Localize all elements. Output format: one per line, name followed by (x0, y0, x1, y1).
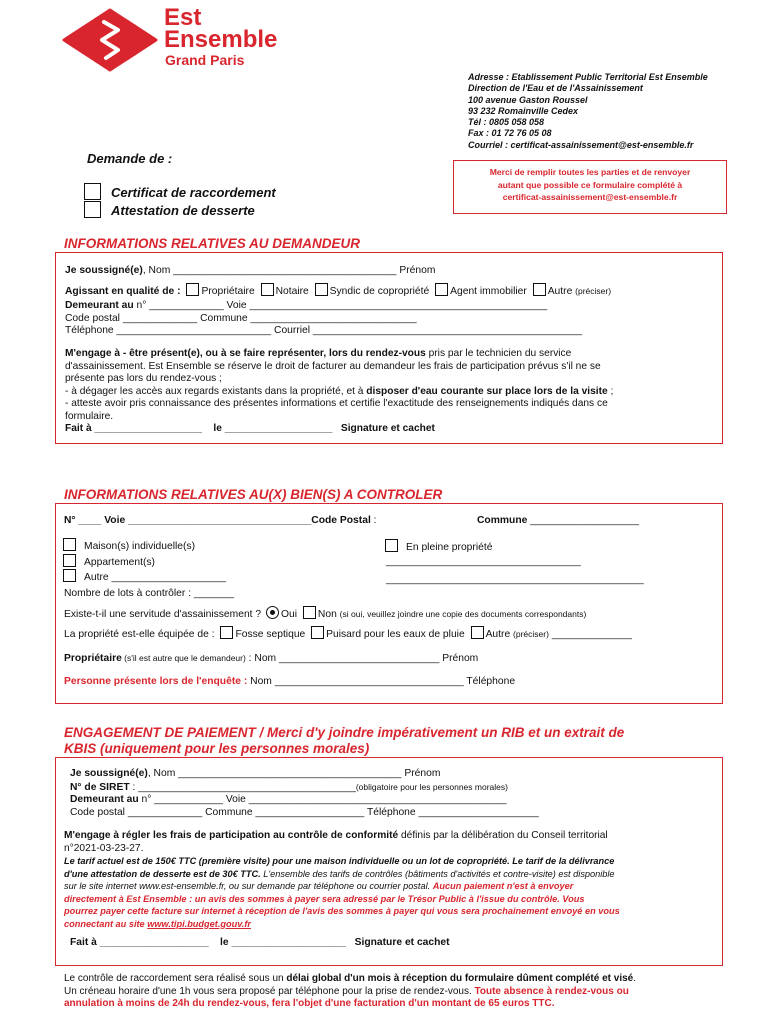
puisard-checkbox[interactable] (311, 626, 324, 639)
notice-line: Merci de remplir toutes les parties et de renvoyer (489, 167, 691, 177)
logo-text-est: Est (164, 4, 202, 31)
address-line: Adresse : Etablissement Public Territorial Est Ensemble (468, 72, 708, 82)
notaire-checkbox[interactable] (261, 283, 274, 296)
paiement-signature-row[interactable]: Fait à ___________________ le ____________________ Signature et cachet (70, 937, 450, 948)
fosse-septique-checkbox[interactable] (220, 626, 233, 639)
section-biens-box (55, 503, 723, 704)
paiement-adresse-row[interactable]: Demeurant au n° ____________ Voie _____________________________________________ (70, 794, 507, 805)
demandeur-fields (65, 265, 611, 338)
address-line: Courriel : certificat-assainissement@est-ensemble.fr (468, 139, 694, 150)
notice-line: certificat-assainissement@est-ensemble.fr (502, 192, 678, 202)
bien-address-row[interactable]: N° ____ Voie ________________________________Code Postal : (64, 515, 377, 526)
equipement-row: La propriété est-elle équipée de : Fosse septique Puisard pour les eaux de pluie Autre (préciser) ______________ (64, 626, 632, 642)
autre-equipement-checkbox[interactable] (471, 626, 484, 639)
pleine-propriete-row[interactable]: En pleine propriété (385, 539, 492, 555)
demandeur-qualite-row: Agissant en qualité de : Propriétaire Notaire Syndic de copropriété Agent immobilier Autre (préciser) (65, 283, 611, 299)
notice-box (453, 160, 727, 214)
demandeur-engagement: M'engage à - être présent(e), ou à se faire représenter, lors du rendez-vous pris par le technicien du service d'assainissement. Est Ensemble se réserve le droit de facturer au demandeur les frais de participation prévus s'il ne se présente pas lors du rendez-vous ; - à dégager les accès aux regards existants dans la propriété, et à disposer d'eau courante sur place lors de la visite ; - atteste avoir pris connaissance des présentes informations et certifie l'exactitude des renseignements indiqués dans ce formulaire. Fait à ___________________ le ___________________ Signature et cachet (65, 348, 715, 436)
section-biens-title: INFORMATIONS RELATIVES AU(X) BIEN(S) A CONTROLER (64, 487, 443, 502)
autre-checkbox[interactable] (533, 283, 546, 296)
demande-title: Demande de : (87, 151, 173, 166)
address-line: Direction de l'Eau et de l'Assainissement (468, 83, 643, 94)
demande-option-attestation[interactable]: Attestation de desserte (84, 201, 255, 218)
pleine-propriete-line-2[interactable]: _____________________________________________ (386, 574, 644, 585)
address-line: Fax : 01 72 76 05 08 (468, 128, 552, 139)
nombre-lots-row[interactable]: Nombre de lots à contrôler : _______ (64, 588, 234, 599)
demandeur-name-row[interactable]: Je soussigné(e), Nom _______________________________________ Prénom (65, 265, 436, 276)
paiement-engagement: M'engage à régler les frais de participation au contrôle de conformité définis par la délibération du Conseil territorial n°2021-03-23-27. Le tarif actuel est de 150€ TTC (première visite) pour une maison individuelle ou un lot de copropriété. Le tarif de la délivrance d'une attestation de desserte est de 30€ TTC. L'ensemble des tarifs de contrôles (bâtiments d'activités et contre-visite) est disponible sur le site internet www.est-ensemble.fr, ou sur demande par téléphone ou courrier postal. Aucun paiement n'est à envoyer directement à Est Ensemble : un avis des sommes à payer sera adressé par le Trésor Public à l'issue du contrôle. Vous pourrez payer cette facture sur internet à réception de l'avis des sommes à payer qui vous sera prochainement envoyé en vous connectant au site www.tipi.budget.gouv.fr (64, 830, 620, 929)
address-line: 100 avenue Gaston Roussel (468, 94, 588, 105)
paiement-name-row[interactable]: Je soussigné(e), Nom _______________________________________ Prénom (70, 768, 441, 779)
proprietaire-checkbox[interactable] (186, 283, 199, 296)
demandeur-signature-row[interactable]: Fait à ___________________ le ___________________ Signature et cachet (65, 423, 435, 434)
demandeur-cp-row[interactable]: Code postal _____________ Commune _____________________________ (65, 312, 417, 324)
paiement-fields (70, 768, 539, 819)
est-ensemble-logo-icon (62, 8, 158, 72)
address-line: 93 232 Romainville Cedex (468, 105, 579, 116)
address-block (468, 72, 708, 151)
syndic-checkbox[interactable] (315, 283, 328, 296)
personne-presente-row[interactable]: Personne présente lors de l'enquête : Nom _________________________________ Téléphone (64, 676, 516, 687)
logo (62, 4, 292, 78)
paiement-siret-row[interactable]: N° de SIRET : ______________________________________(obligatoire pour les personnes morales) (70, 781, 508, 793)
pleine-propriete-checkbox[interactable] (385, 539, 398, 552)
servitude-row: Existe-t-il une servitude d'assainissement ? Oui Non (si oui, veuillez joindre une copie des documents correspondants) (64, 606, 586, 622)
notice-line: autant que possible ce formulaire complété à (497, 179, 683, 190)
appartement-checkbox[interactable] (63, 554, 76, 567)
maison-checkbox[interactable] (63, 538, 76, 551)
demande-option-certificat[interactable]: Certificat de raccordement (84, 183, 276, 200)
bien-commune-row[interactable]: Commune ___________________ (477, 515, 640, 526)
proprietaire-row[interactable]: Propriétaire (s'il est autre que le demandeur) : Nom ____________________________ Prénom (64, 653, 479, 664)
bien-type-list: Maison(s) individuelle(s) Appartement(s) Autre ____________________ (63, 538, 226, 585)
section-demandeur-title: INFORMATIONS RELATIVES AU DEMANDEUR (64, 236, 360, 251)
autre-type-checkbox[interactable] (63, 569, 76, 582)
servitude-non-checkbox[interactable] (303, 606, 316, 619)
pleine-propriete-line[interactable]: __________________________________ (386, 556, 581, 567)
address-line: Tél : 0805 058 058 (468, 117, 545, 128)
attestation-checkbox[interactable] (84, 201, 101, 218)
tipi-link[interactable]: www.tipi.budget.gouv.fr (147, 918, 251, 929)
certificat-checkbox[interactable] (84, 183, 101, 200)
demandeur-adresse-row[interactable]: Demeurant au n° _____________ Voie ____________________________________________________ (65, 300, 548, 311)
logo-text-grand-paris: Grand Paris (165, 52, 245, 68)
agent-immobilier-checkbox[interactable] (435, 283, 448, 296)
demandeur-tel-row[interactable]: Téléphone ___________________________ Courriel _______________________________________________ (65, 325, 583, 336)
paiement-cp-row[interactable]: Code postal _____________ Commune ___________________ Téléphone _____________________ (70, 806, 539, 818)
section-paiement-title: ENGAGEMENT DE PAIEMENT / Merci d'y joindre impérativement un RIB et un extrait de KBIS (uniquement pour les personnes morales) (64, 725, 625, 756)
servitude-oui-radio[interactable] (266, 606, 279, 619)
footer-notes: Le contrôle de raccordement sera réalisé sous un délai global d'un mois à réception du formulaire dûment complété et visé. Un créneau horaire d'une 1h vous sera proposé par téléphone pour la prise de rendez-vous. Toute absence à rendez-vous ou annulation à moins de 24h du rendez-vous, fera l'objet d'une facturation d'un montant de 65 euros TTC. (64, 973, 637, 1009)
logo-text-ensemble: Ensemble (164, 26, 278, 53)
